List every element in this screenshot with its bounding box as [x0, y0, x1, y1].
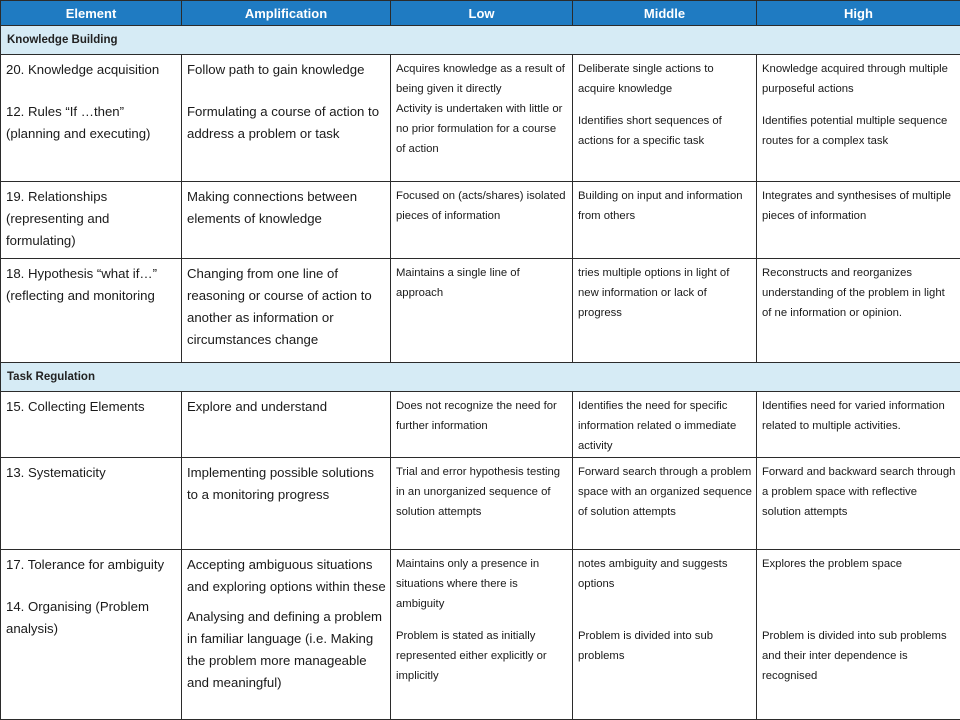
cell-high	[757, 182, 960, 259]
middle-text: Identifies the need for specific information related o immediate activity	[578, 400, 737, 452]
cell-middle	[573, 458, 757, 550]
cell-element	[1, 55, 182, 182]
high-text: Integrates and synthesises of multiple pieces of information	[762, 190, 952, 222]
section-row	[1, 363, 960, 392]
cell-element	[1, 259, 182, 363]
header-middle: Middle	[573, 1, 757, 26]
middle-text: Building on input and information from others	[578, 190, 743, 222]
header-amplification: Amplification	[182, 1, 391, 26]
header-row	[1, 1, 960, 26]
table-row	[1, 392, 960, 458]
cell-high	[757, 259, 960, 363]
amplification-text: Making connections between elements of knowledge	[187, 189, 358, 226]
amplification-text: Formulating a course of action to address a problem or task	[187, 104, 380, 141]
middle-text: Deliberate single actions to acquire knowledge	[578, 63, 714, 95]
high-text: Reconstructs and reorganizes understanding of the problem in light of ne information or opinion.	[762, 267, 945, 319]
high-text: Problem is divided into sub problems and their inter dependence is recognised	[762, 630, 947, 682]
section-row	[1, 26, 960, 55]
cell-amplification	[182, 55, 391, 182]
element-text: 13. Systematicity	[6, 465, 106, 480]
low-text: Acquires knowledge as a result of being given it directly	[396, 63, 565, 95]
high-text: Forward and backward search through a problem space with reflective solution attempts	[762, 466, 956, 518]
cell-amplification	[182, 259, 391, 363]
middle-text: Identifies short sequences of actions for a specific task	[578, 115, 722, 147]
amplification-text: Follow path to gain knowledge	[187, 62, 365, 77]
cell-low	[391, 55, 573, 182]
low-text: Maintains only a presence in situations where there is ambiguity	[396, 558, 540, 610]
cell-middle	[573, 182, 757, 259]
amplification-text: Changing from one line of reasoning or course of action to another as information or circumstances change	[187, 266, 372, 347]
element-text: 18. Hypothesis “what if…” (reflecting and monitoring	[6, 266, 157, 303]
cell-element	[1, 458, 182, 550]
header-element: Element	[1, 1, 182, 26]
header-high: High	[757, 1, 960, 26]
amplification-text: Accepting ambiguous situations and exploring options within these	[187, 557, 386, 594]
cell-low	[391, 392, 573, 458]
middle-text: Problem is divided into sub problems	[578, 630, 714, 662]
element-text: 20. Knowledge acquisition	[6, 62, 160, 77]
high-text: Identifies potential multiple sequence routes for a complex task	[762, 115, 948, 147]
cell-high	[757, 458, 960, 550]
amplification-text: Explore and understand	[187, 399, 328, 414]
cell-element	[1, 182, 182, 259]
low-text: Maintains a single line of approach	[396, 267, 520, 299]
cell-element	[1, 392, 182, 458]
amplification-text: Analysing and defining a problem in familiar language (i.e. Making the problem more manageable and meaningful)	[187, 609, 383, 690]
element-text: 12. Rules “If …then” (planning and executing)	[6, 104, 151, 141]
element-text: 17. Tolerance for ambiguity	[6, 557, 165, 572]
cell-low	[391, 259, 573, 363]
cell-amplification	[182, 458, 391, 550]
low-text: Does not recognize the need for further information	[396, 400, 557, 432]
middle-text: tries multiple options in light of new information or lack of progress	[578, 267, 730, 319]
section-task-regulation: Task Regulation	[1, 363, 960, 392]
cell-high	[757, 55, 960, 182]
header-low: Low	[391, 1, 573, 26]
high-text: Identifies need for varied information related to multiple activities.	[762, 400, 945, 432]
cell-amplification	[182, 392, 391, 458]
low-text: Trial and error hypothesis testing in an unorganized sequence of solution attempts	[396, 466, 561, 518]
high-text: Knowledge acquired through multiple purposeful actions	[762, 63, 948, 95]
table-row	[1, 550, 960, 720]
element-text: 14. Organising (Problem analysis)	[6, 599, 149, 636]
cell-low	[391, 182, 573, 259]
cell-amplification	[182, 550, 391, 720]
cell-middle	[573, 259, 757, 363]
cell-middle	[573, 392, 757, 458]
amplification-text: Implementing possible solutions to a monitoring progress	[187, 465, 374, 502]
cell-low	[391, 550, 573, 720]
middle-text: notes ambiguity and suggests options	[578, 558, 728, 590]
low-text: Problem is stated as initially represented either explicitly or implicitly	[396, 630, 547, 682]
cell-high	[757, 550, 960, 720]
low-text: Activity is undertaken with little or no prior formulation for a course of action	[396, 103, 563, 155]
section-knowledge-building: Knowledge Building	[1, 26, 960, 55]
cell-high	[757, 392, 960, 458]
cell-amplification	[182, 182, 391, 259]
cell-element	[1, 550, 182, 720]
cell-low	[391, 458, 573, 550]
table-row	[1, 458, 960, 550]
table-row	[1, 182, 960, 259]
high-text: Explores the problem space	[762, 558, 903, 570]
low-text: Focused on (acts/shares) isolated pieces of information	[396, 190, 566, 222]
element-text: 15. Collecting Elements	[6, 399, 145, 414]
middle-text: Forward search through a problem space with an organized sequence of solution attempts	[578, 466, 752, 518]
element-text: 19. Relationships (representing and formulating)	[6, 189, 110, 248]
table-row	[1, 259, 960, 363]
cell-middle	[573, 55, 757, 182]
cell-middle	[573, 550, 757, 720]
table-row	[1, 55, 960, 182]
